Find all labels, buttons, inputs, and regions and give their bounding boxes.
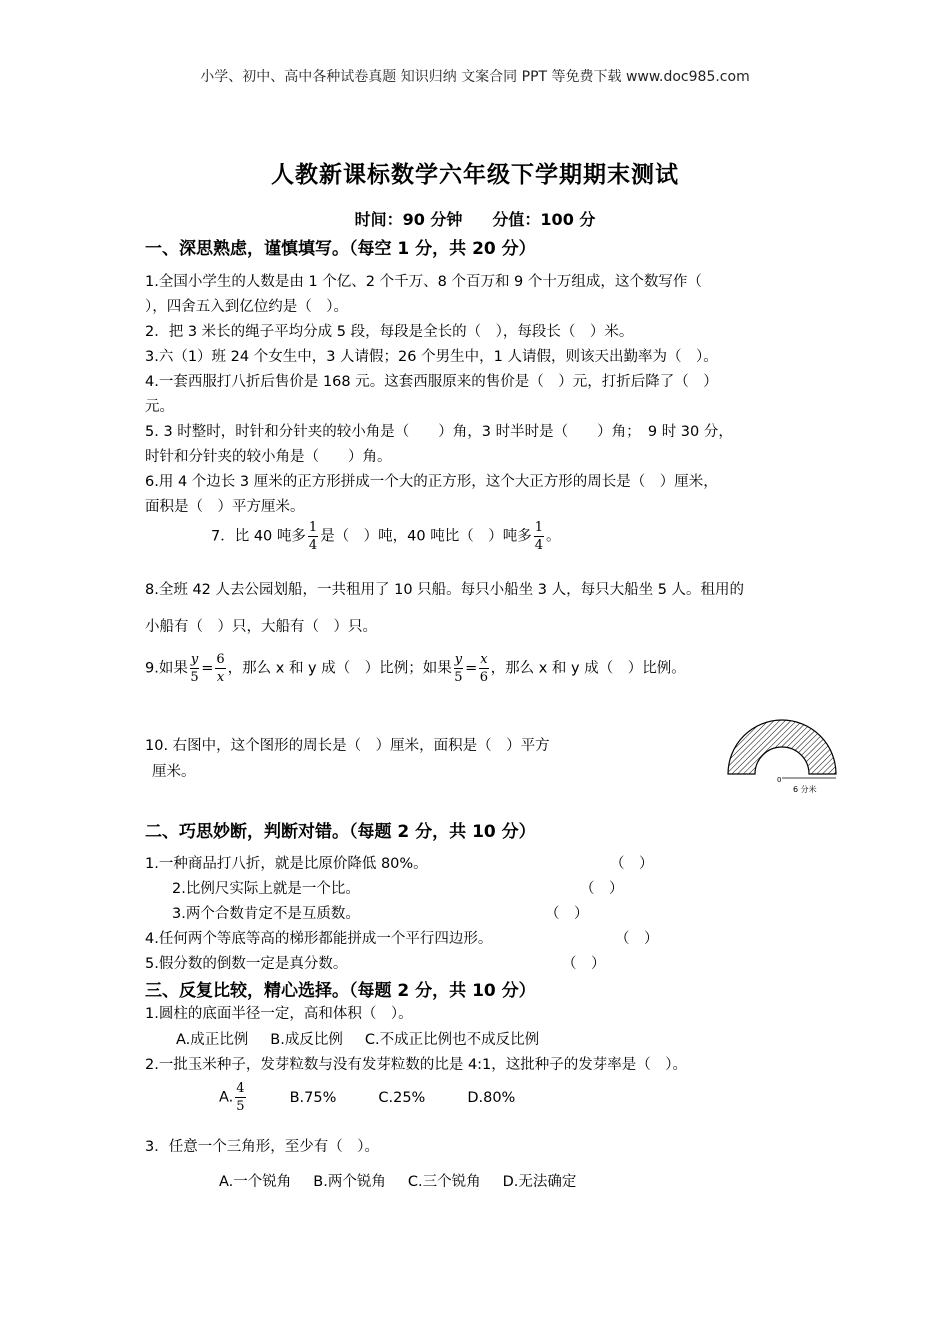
q9-fraction-1 xyxy=(190,651,199,686)
q7-text-2: 是（ ）吨，40 吨比（ ）吨多 xyxy=(320,528,532,545)
choice-q2-a-den: 5 xyxy=(236,1099,245,1114)
choice-q2-option-d[interactable]: D.80% xyxy=(467,1089,516,1106)
q7-fraction-1-num: 1 xyxy=(308,520,318,535)
q9-text-3: ，那么 x 和 y 成（ ）比例。 xyxy=(490,660,686,677)
q9-f1-den: 5 xyxy=(190,670,199,685)
q9-eq-2: = xyxy=(465,660,478,677)
q10-line-a: 10. 右图中，这个图形的周长是（ ）厘米，面积是（ ）平方 xyxy=(145,738,550,754)
q1-line-b: ），四舍五入到亿位约是（ ）。 xyxy=(145,299,348,315)
q9-f3-den: 5 xyxy=(454,670,463,685)
choice-q3: 3．任意一个三角形，至少有（ ）。 xyxy=(145,1139,379,1155)
hatched-ring-region xyxy=(728,720,836,774)
q9-fraction-2 xyxy=(215,651,225,686)
q10-line-b: 厘米。 xyxy=(152,764,196,780)
q9-text-1: 9.如果 xyxy=(145,660,188,677)
judge-item-4: 4.任何两个等底等高的梯形都能拼成一个平行四边形。 xyxy=(145,931,493,947)
exam-subtitle xyxy=(0,207,950,230)
choice-q3-option-b[interactable]: B.两个锐角 xyxy=(313,1174,386,1190)
q5-line-a: 5. 3 时整时，时针和分针夹的较小角是（ ）角，3 时半时是（ ）角； 9 时 30 分， xyxy=(145,424,733,440)
choice-q1-option-a[interactable]: A.成正比例 xyxy=(176,1032,249,1048)
figure-length-label: 6 分米 xyxy=(793,785,817,794)
judge-answer-5[interactable]: （ ） xyxy=(562,956,606,972)
q9-f4-den: 6 xyxy=(479,670,489,685)
choice-q2-option-a-fraction xyxy=(235,1080,245,1115)
q1-line-a: 1.全国小学生的人数是由 1 个亿、2 个千万、8 个百万和 9 个十万组成，这个数写作（ xyxy=(145,274,702,290)
q9-f2-den: x xyxy=(216,670,225,685)
choice-q3-option-c[interactable]: C.三个锐角 xyxy=(407,1174,481,1190)
q7-text-1: 7．比 40 吨多 xyxy=(211,528,306,545)
choice-q2-a-num: 4 xyxy=(236,1081,245,1096)
q7-fraction-2-den: 4 xyxy=(534,538,544,553)
judge-answer-4[interactable]: （ ） xyxy=(615,931,659,947)
choice-q2-option-c[interactable]: C.25% xyxy=(378,1089,426,1106)
section3-heading: 三、反复比较，精心选择。（每题 2 分，共 10 分） xyxy=(145,981,536,1001)
choice-q2: 2.一批玉米种子，发芽粒数与没有发芽粒数的比是 4:1，这批种子的发芽率是（ ）。 xyxy=(145,1057,688,1073)
choice-q1: 1.圆柱的底面半径一定，高和体积（ ）。 xyxy=(145,1006,413,1022)
q6-line-a: 6.用 4 个边长 3 厘米的正方形拼成一个大的正方形，这个大正方形的周长是（ ）厘米， xyxy=(145,474,718,490)
q8-line-b: 小船有（ ）只，大船有（ ）只。 xyxy=(145,619,377,635)
q7-text-3: 。 xyxy=(546,528,561,545)
q9-f2-num: 6 xyxy=(216,652,225,667)
choice-q3-option-d[interactable]: D.无法确定 xyxy=(502,1174,577,1190)
q4-line-b: 元。 xyxy=(145,399,174,415)
q8-line-a: 8.全班 42 人去公园划船，一共租用了 10 只船。每只小船坐 3 人，每只大船坐 5 人。租用的 xyxy=(145,582,745,598)
q9-line xyxy=(145,651,686,686)
semicircle-figure xyxy=(720,712,845,797)
judge-item-1: 1.一种商品打八折，就是比原价降低 80%。 xyxy=(145,856,428,872)
q6-line-b: 面积是（ ）平方厘米。 xyxy=(145,499,305,515)
choice-q2-options xyxy=(219,1080,537,1115)
choice-q1-options xyxy=(176,1028,561,1049)
section2-heading: 二、巧思妙断，判断对错。（每题 2 分，共 10 分） xyxy=(145,822,536,842)
time-limit: 时间：90 分钟 xyxy=(354,210,463,229)
judge-item-5: 5.假分数的倒数一定是真分数。 xyxy=(145,956,348,972)
q9-fraction-4 xyxy=(479,651,488,686)
q9-f4-num: x xyxy=(480,652,488,667)
judge-item-2: 2.比例尺实际上就是一个比。 xyxy=(172,881,360,897)
q7-fraction-1-den: 4 xyxy=(308,538,318,553)
figure-zero-label: 0 xyxy=(777,776,782,784)
choice-q1-option-c[interactable]: C.不成正比例也不成反比例 xyxy=(364,1032,540,1048)
choice-q3-option-a[interactable]: A.一个锐角 xyxy=(219,1174,292,1190)
judge-item-3: 3.两个合数肯定不是互质数。 xyxy=(172,906,360,922)
q5-line-b: 时针和分针夹的较小角是（ ）角。 xyxy=(145,449,392,465)
q9-f3-num: y xyxy=(454,652,463,667)
q9-fraction-3 xyxy=(454,651,463,686)
choice-q2-option-b[interactable]: B.75% xyxy=(289,1089,337,1106)
choice-q1-option-b[interactable]: B.成反比例 xyxy=(270,1032,343,1048)
q9-eq-1: = xyxy=(201,660,214,677)
judge-answer-3[interactable]: （ ） xyxy=(545,906,589,922)
choice-q3-options xyxy=(219,1170,598,1191)
q2-line: 2．把 3 米长的绳子平均分成 5 段，每段是全长的（ ），每段长（ ）米。 xyxy=(145,324,634,340)
q4-line-a: 4.一套西服打八折后售价是 168 元。这套西服原来的售价是（ ）元，打折后降了（ ） xyxy=(145,374,718,390)
q7-line xyxy=(211,519,561,554)
q7-fraction-2-num: 1 xyxy=(534,520,544,535)
q9-f1-num: y xyxy=(190,652,199,667)
judge-answer-1[interactable]: （ ） xyxy=(610,856,654,872)
total-score: 分值：100 分 xyxy=(492,210,596,229)
judge-answer-2[interactable]: （ ） xyxy=(580,881,624,897)
q3-line: 3.六（1）班 24 个女生中，3 人请假；26 个男生中，1 人请假，则该天出勤率为（ ）。 xyxy=(145,349,718,365)
choice-q2-option-a-prefix: A. xyxy=(219,1089,234,1106)
q9-text-2: ，那么 x 和 y 成（ ）比例；如果 xyxy=(227,660,452,677)
section1-heading: 一、深思熟虑，谨慎填写。（每空 1 分，共 20 分） xyxy=(145,239,536,259)
q7-fraction-1 xyxy=(308,519,318,554)
exam-title: 人教新课标数学六年级下学期期末测试 xyxy=(271,162,679,188)
choice-q2-option-a[interactable] xyxy=(219,1080,248,1115)
page-header: 小学、初中、高中各种试卷真题 知识归纳 文案合同 PPT 等免费下载 www.doc985.com xyxy=(200,69,750,85)
q7-fraction-2 xyxy=(534,519,544,554)
